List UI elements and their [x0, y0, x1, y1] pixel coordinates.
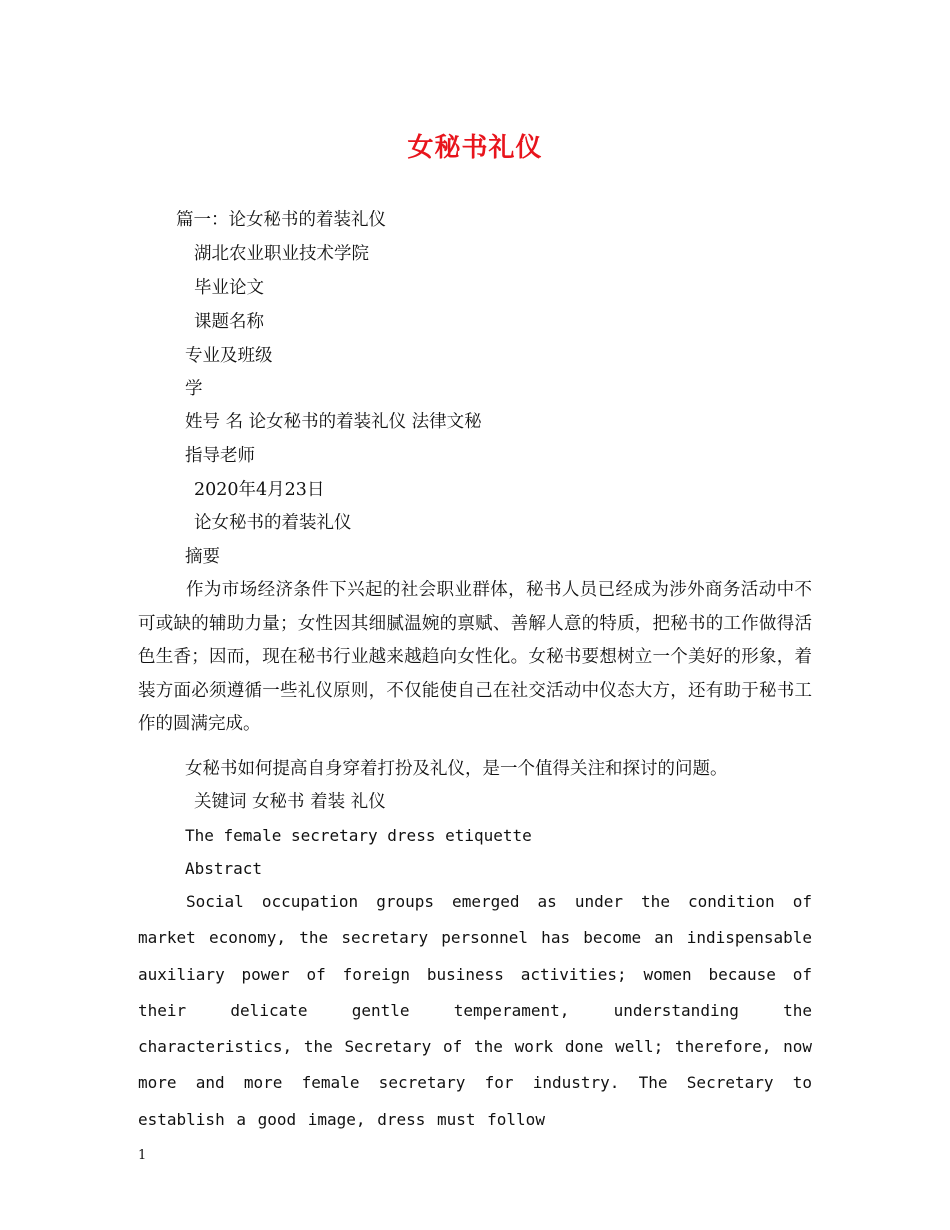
document-title: 女秘书礼仪	[407, 133, 543, 163]
major-class-label: 专业及班级	[185, 346, 273, 366]
topic-label: 课题名称	[194, 312, 264, 332]
document-date: 2020年4月23日	[194, 480, 325, 500]
paper-title: 论女秘书的着装礼仪	[194, 513, 352, 533]
english-title: The female secretary dress etiquette	[185, 826, 532, 845]
abstract-label-cn: 摘要	[185, 547, 220, 567]
abstract-en-paragraph: Social occupation groups emerged as under the condition of market economy, the secretary personnel has become an indispensable auxiliary power of foreign business activities; women because of their delicate gentle temperament, understanding the characteristics, the Secretary of the work done well; therefore, now more and more female secretary for industry. The Secretary to establish a good image, dress must follow	[138, 892, 812, 1129]
advisor-label: 指导老师	[185, 446, 255, 466]
keywords-line: 关键词 女秘书 着装 礼仪	[194, 792, 386, 812]
section-heading: 篇一：论女秘书的着装礼仪	[176, 210, 386, 230]
abstract-label-en: Abstract	[185, 859, 263, 878]
abstract-cn-conclusion: 女秘书如何提高自身穿着打扮及礼仪，是一个值得关注和探讨的问题。	[185, 759, 728, 779]
page-number: 1	[138, 1148, 147, 1163]
institution-name: 湖北农业职业技术学院	[194, 244, 369, 264]
student-label: 学	[185, 379, 203, 399]
thesis-label: 毕业论文	[194, 278, 264, 298]
abstract-cn-paragraph: 作为市场经济条件下兴起的社会职业群体，秘书人员已经成为涉外商务活动中不可或缺的辅助力量；女性因其细腻温婉的禀赋、善解人意的特质，把秘书的工作做得活色生香；因而，现在秘书行业越来越趋向女性化。女秘书要想树立一个美好的形象，着装方面必须遵循一些礼仪原则，不仅能使自己在社交活动中仪态大方，还有助于秘书工作的圆满完成。	[138, 580, 812, 734]
name-number-line: 姓号 名 论女秘书的着装礼仪 法律文秘	[185, 412, 482, 432]
